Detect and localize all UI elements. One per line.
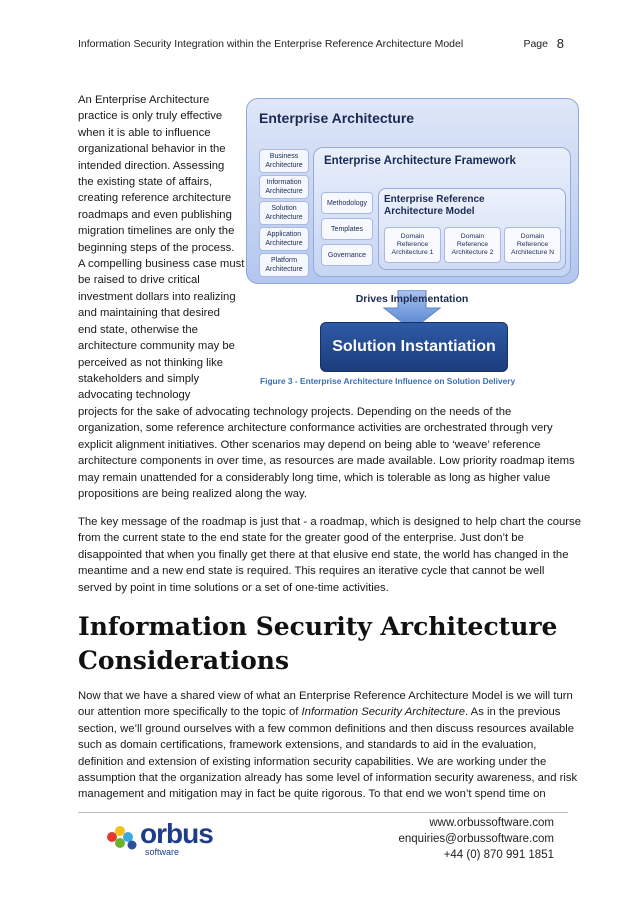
text-line: disappointed that when you finally get there at that elusive end state, the world has changed in the (78, 548, 569, 561)
footer-divider (78, 812, 568, 813)
text-line: definition and extension of existing information security capabilities. We are working under the (78, 755, 547, 768)
logo-wordmark: orbus (140, 818, 213, 849)
text-line: The key message of the roadmap is just that - a roadmap, which is designed to help chart the course (78, 516, 581, 528)
text-line: and maintaining that desired (78, 307, 220, 320)
text-line: our attention more specifically to the topic of Information Security Architecture. As in the previous (78, 706, 561, 719)
information-architecture-box: Information Architecture (259, 175, 309, 199)
text-line: from the current state to the end state for the greater good of the enterprise. Just don’t be (78, 532, 524, 545)
domain-box-n: Domain Reference Architecture N (504, 227, 561, 263)
document-title: Information Security Integration within the Enterprise Reference Architecture Model (78, 38, 464, 50)
ea-framework-box (313, 147, 571, 277)
text-line: practice is only truly effective (78, 110, 223, 123)
methodology-box: Methodology (321, 192, 373, 214)
figure-caption: Figure 3 - Enterprise Architecture Influence on Solution Delivery (260, 376, 516, 386)
paragraph-3 (78, 688, 578, 803)
text-line: migration timelines are only the (78, 225, 235, 238)
text-line: creating reference architecture (78, 192, 232, 205)
domain-box-1: Domain Reference Architecture 1 (384, 227, 441, 263)
paragraph-1 (78, 404, 575, 502)
enterprise-architecture-box (246, 98, 579, 284)
business-architecture-box: Business Architecture (259, 149, 309, 173)
solution-architecture-box: Solution Architecture (259, 201, 309, 225)
architecture-diagram (246, 98, 578, 376)
text-line: end state, otherwise the (78, 323, 198, 336)
templates-box: Templates (321, 218, 373, 240)
text-line: intended direction. Assessing (78, 159, 225, 172)
text-line: meantime and a new end state is required. This requires an iterative cycle that cannot be well (78, 565, 545, 578)
ea-title: Enterprise Architecture (259, 110, 415, 126)
text-line: management and mitigation may in fact be quite rigorous. To that end we won’t spend time on (78, 788, 546, 801)
website-link[interactable]: www.orbussoftware.com (429, 817, 554, 829)
text-line: architecture community may be (78, 340, 235, 353)
text-line: Now that we have a shared view of what an Enterprise Reference Architecture Model is we will turn (78, 690, 573, 702)
contact-block (399, 815, 555, 863)
reference-model-box (378, 188, 566, 270)
text-line: served by point in time solutions or a set of one-time activities. (78, 581, 389, 594)
intro-paragraph (78, 92, 245, 404)
page-number: 8 (556, 36, 564, 51)
heading-line: Information Security Architecture (78, 612, 558, 641)
governance-box: Governance (321, 244, 373, 266)
text-line: such as domain certifications, framework extensions, and standards to aid in the evaluation, (78, 739, 537, 752)
text-line: when it is able to influence (78, 126, 211, 139)
text-line: projects for the sake of advocating technology projects. Depending on the needs of the (78, 406, 512, 418)
platform-architecture-box: Platform Architecture (259, 253, 309, 277)
text-line: section, we’ll ground ourselves with a few common definitions and then discuss resources available (78, 722, 575, 735)
text-line: organizational behavior in the (78, 143, 226, 156)
text-line: perceived as not thinking like (78, 356, 224, 369)
email-link[interactable]: enquiries@orbussoftware.com (398, 833, 554, 845)
text-line: be raised to drive critical (78, 274, 200, 287)
text-line: assumption that the organization already has some level of information security awareness, and risk (78, 772, 578, 785)
text-line: the existing state of affairs, (78, 176, 213, 189)
text-line: advocating technology (78, 389, 191, 402)
text-line: propositions are being realized along the way. (78, 488, 308, 501)
application-architecture-box: Application Architecture (259, 227, 309, 251)
solution-instantiation-box: Solution Instantiation (320, 322, 508, 372)
text-line: organization, some reference architecture conformance activities are orchestrated through very (78, 422, 553, 435)
domain-box-2: Domain Reference Architecture 2 (444, 227, 501, 263)
phone-number: +44 (0) 870 991 1851 (443, 849, 554, 861)
paragraph-2 (78, 514, 581, 596)
heading-line: Considerations (78, 646, 290, 675)
drives-implementation-label: Drives Implementation (355, 293, 469, 305)
logo-subtitle: software (145, 847, 180, 857)
text-line: An Enterprise Architecture (78, 94, 210, 106)
page-header (78, 38, 570, 54)
text-line: beginning steps of the process. (78, 241, 235, 254)
section-heading (78, 610, 557, 678)
page-label: Page (523, 38, 548, 50)
text-line: A compelling business case must (78, 258, 245, 271)
text-line: roadmaps and even publishing (78, 208, 232, 221)
text-line: architecture components in over time, as resources are made available. Low priority roadmap items (78, 455, 575, 468)
text-line: explicit alignment initiatives. Other scenarios may depend on being able to ‘weave’ reference (78, 438, 541, 451)
text-line: may remain unattended for a considerably long time, which is tolerable as long as higher value (78, 471, 551, 484)
erm-title: Enterprise Reference Architecture Model (384, 194, 485, 217)
text-line: investment dollars into realizing (78, 290, 236, 303)
eaf-title: Enterprise Architecture Framework (324, 155, 516, 167)
text-line: stakeholders and simply (78, 372, 200, 385)
